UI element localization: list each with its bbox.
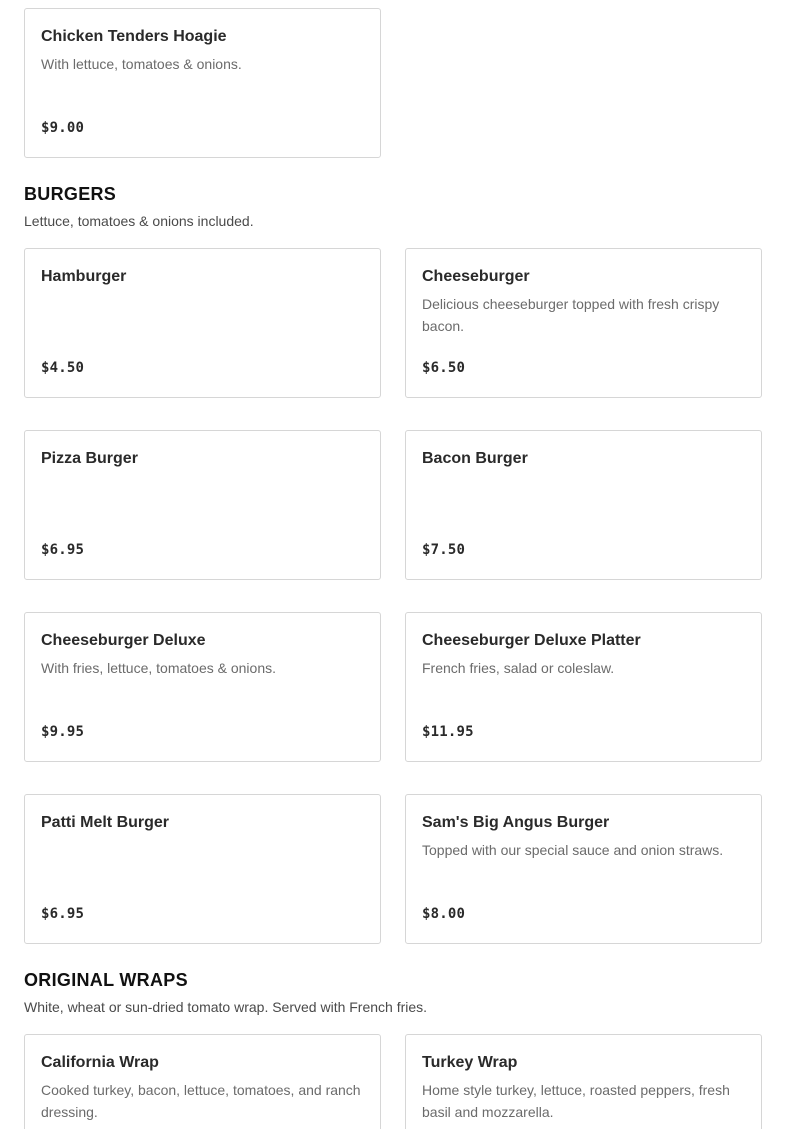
section-title-burgers: BURGERS xyxy=(24,184,117,204)
menu-item-card[interactable] xyxy=(24,1034,381,1129)
menu-item-name: California Wrap xyxy=(41,1054,159,1071)
menu-item-card[interactable] xyxy=(24,612,381,762)
section-title-wraps: ORIGINAL WRAPS xyxy=(24,970,188,990)
menu-item-name: Sam's Big Angus Burger xyxy=(422,814,610,831)
menu-item-description: With lettuce, tomatoes & onions. xyxy=(41,56,242,72)
menu-item-description: Delicious cheeseburger topped with fresh crispy bacon. xyxy=(422,296,720,334)
menu-item-card[interactable] xyxy=(405,1034,762,1129)
menu-item-card[interactable] xyxy=(405,248,762,398)
menu-item-card[interactable] xyxy=(24,248,381,398)
menu-item-name: Chicken Tenders Hoagie xyxy=(41,28,227,45)
menu-item-description: Topped with our special sauce and onion straws. xyxy=(422,842,724,858)
menu-item-name: Cheeseburger Deluxe Platter xyxy=(422,632,641,649)
menu-item-description: With fries, lettuce, tomatoes & onions. xyxy=(41,660,276,676)
menu-item-card[interactable] xyxy=(405,794,762,944)
menu-item-name: Cheeseburger xyxy=(422,268,530,285)
menu-item-price: $9.95 xyxy=(41,724,85,740)
section-subtitle-burgers: Lettuce, tomatoes & onions included. xyxy=(24,213,254,229)
menu-item-price: $6.95 xyxy=(41,906,85,922)
menu-item-description: Cooked turkey, bacon, lettuce, tomatoes, and ranch dressing. xyxy=(41,1082,361,1120)
section-subtitle-wraps: White, wheat or sun-dried tomato wrap. Served with French fries. xyxy=(24,999,428,1015)
menu-item-name: Bacon Burger xyxy=(422,450,528,467)
menu-item-price: $4.50 xyxy=(41,360,85,376)
menu-item-card[interactable] xyxy=(24,430,381,580)
menu-item-name: Cheeseburger Deluxe xyxy=(41,632,206,649)
menu-item-description: French fries, salad or coleslaw. xyxy=(422,660,615,676)
menu-item-card[interactable] xyxy=(24,8,381,158)
menu-item-price: $11.95 xyxy=(422,724,474,740)
menu-item-price: $8.00 xyxy=(422,906,466,922)
menu-item-card[interactable] xyxy=(405,612,762,762)
menu-item-card[interactable] xyxy=(24,794,381,944)
menu-item-description: Home style turkey, lettuce, roasted peppers, fresh basil and mozzarella. xyxy=(422,1082,730,1120)
menu-item-name: Turkey Wrap xyxy=(422,1054,518,1071)
menu-item-name: Patti Melt Burger xyxy=(41,814,170,831)
menu-item-name: Hamburger xyxy=(41,268,127,285)
menu-item-price: $9.00 xyxy=(41,120,85,136)
menu-item-price: $7.50 xyxy=(422,542,466,558)
menu-item-name: Pizza Burger xyxy=(41,450,138,467)
menu-item-price: $6.95 xyxy=(41,542,85,558)
menu-item-price: $6.50 xyxy=(422,360,466,376)
menu-item-card[interactable] xyxy=(405,430,762,580)
